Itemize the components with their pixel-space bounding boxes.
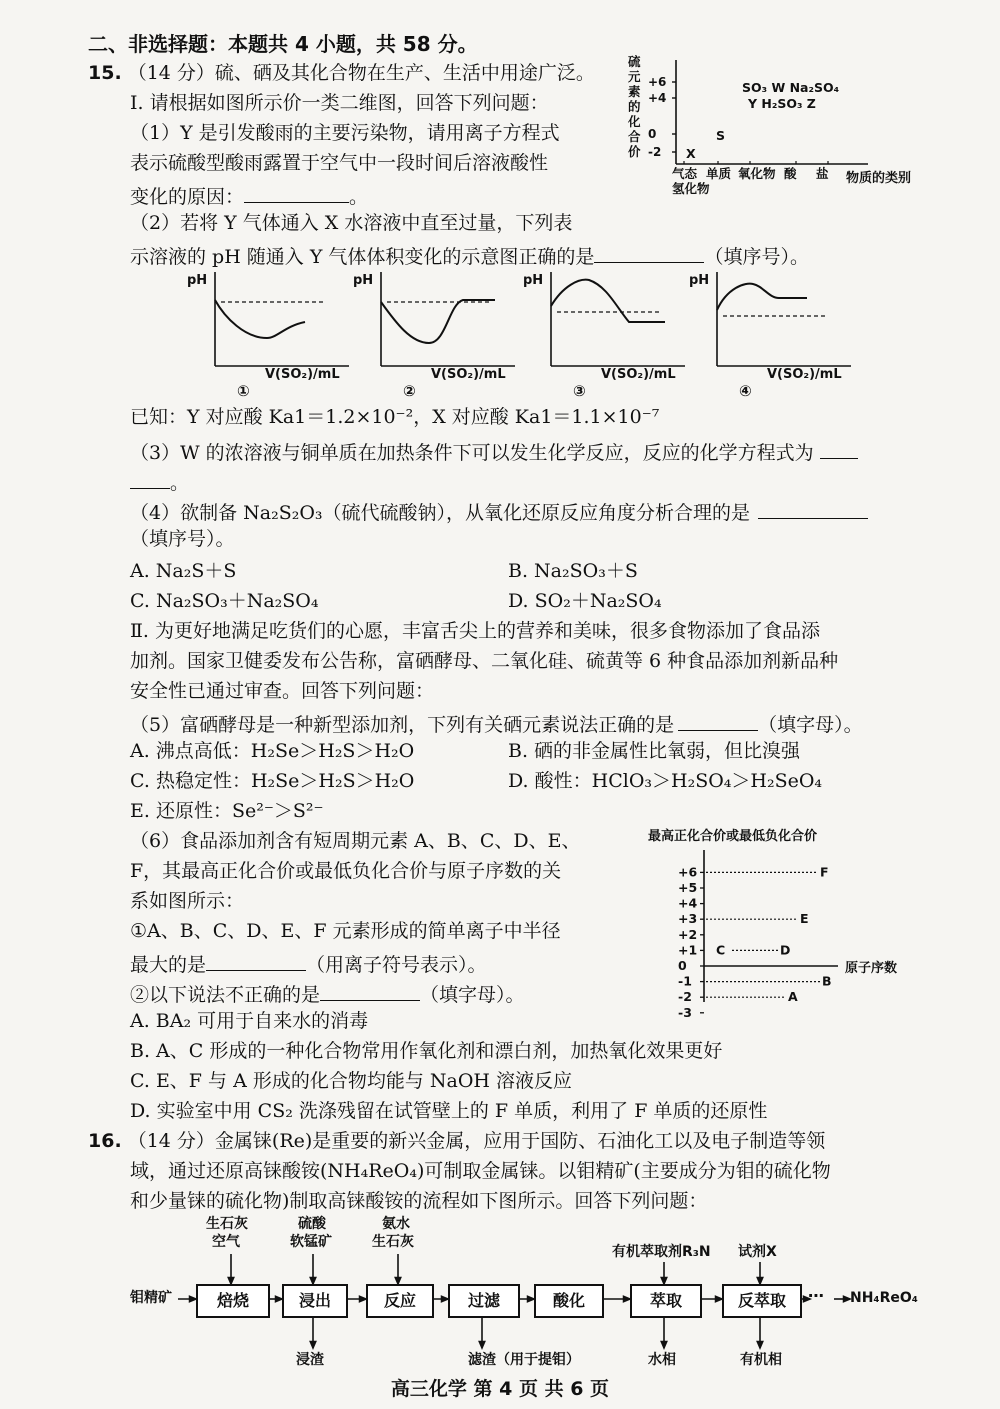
flow-box-strip: 反萃取 [722,1284,802,1318]
q6-line3: 系如图所示： [130,890,245,912]
valence-x-category: 氢化物 [672,181,710,196]
q16-line1 [88,1132,825,1151]
q1-line3-text: 变化的原因： [130,186,245,208]
ph-y-label: pH [187,273,208,288]
valence-point-X: X [686,146,696,161]
q5-option-a[interactable]: A. 沸点高低：H₂Se＞H₂S＞H₂O [130,740,415,762]
part1-title: Ⅰ. 请根据如图所示价一类二维图，回答下列问题： [130,92,549,114]
ph-graph-number: ② [403,382,416,400]
q5-answer-blank[interactable] [678,712,758,731]
q1-answer-blank[interactable] [244,184,349,203]
ph-x-label: V(SO₂)/mL [431,367,506,382]
ph-x-label: V(SO₂)/mL [265,367,340,382]
q4-option-b[interactable]: B. Na₂SO₃＋S [508,560,638,582]
element-y-tick: +2 [678,926,698,942]
ph-curve [381,300,495,343]
flow-input-roast-2: 空气 [212,1234,240,1250]
ph-x-label: V(SO₂)/mL [601,367,676,382]
q4-line2: （填序号）。 [130,528,235,550]
q3-line2 [130,470,189,493]
flow-output-leach: 浸渣 [296,1352,324,1368]
element-x-title: 原子序数 [845,961,898,976]
q6-2-end: （填字母）。 [420,984,525,1006]
flow-input-strip: 试剂X [738,1244,777,1260]
valence-y-tick: 0 [648,127,657,141]
ph-graph-number: ① [237,382,250,400]
valence-point-S: S [716,128,726,143]
valence-y-title-char: 价 [628,144,641,159]
flow-input-roast-1: 生石灰 [206,1216,248,1232]
q6-1-answer-blank[interactable] [206,952,306,971]
flow-input-leach-2: 软锰矿 [290,1234,332,1250]
element-y-tick: 0 [678,958,687,973]
flow-box-extract: 萃取 [630,1284,702,1318]
q16-number: 16. [88,1130,122,1152]
q4-option-d[interactable]: D. SO₂＋Na₂SO₄ [508,590,662,612]
element-point-label: D [780,942,791,958]
flow-input-extract: 有机萃取剂R₃N [612,1244,711,1260]
q6-line2: F，其最高正化合价或最低负化合价与原子序数的关 [130,860,562,882]
flow-box-acidify: 酸化 [534,1284,604,1318]
flow-input-react-2: 生石灰 [372,1234,414,1250]
ph-graphs [185,268,885,400]
valence-x-category: 单质 [706,166,732,181]
q5-option-d[interactable]: D. 酸性：HClO₃＞H₂SO₄＞H₂SeO₄ [508,770,823,792]
q4-answer-blank[interactable] [758,500,868,519]
ph-curve [551,280,665,322]
flow-box-roast: 焙烧 [196,1284,270,1318]
flow-output-filter: 滤渣（用于提钼） [468,1352,580,1368]
element-point-label: A [788,989,798,1005]
ph-y-label: pH [689,273,710,288]
q3-line1-text: （3）W 的浓溶液与铜单质在加热条件下可以发生化学反应，反应的化学方程式为 [130,442,814,464]
q3-answer-blank-b[interactable] [130,470,170,489]
flow-box-filter: 过滤 [448,1284,520,1318]
element-y-tick: +4 [678,895,698,911]
element-point-label: F [820,864,829,880]
q16-line3: 和少量铼的硫化物)制取高铼酸铵的流程如下图所示。回答下列问题： [130,1190,708,1212]
q2-answer-blank[interactable] [594,244,704,263]
q1-line3 [130,184,368,207]
ph-y-label: pH [523,273,544,288]
q2-line1: （2）若将 Y 气体通入 X 水溶液中直至过量，下列表 [130,212,573,234]
q15-intro [88,64,595,83]
element-point-label: E [800,911,809,927]
valence-class-chart [620,52,940,204]
valence-y-title-char: 硫 [628,54,641,69]
flow-arrowhead [479,1342,484,1348]
q5-line1-end: （填字母）。 [758,714,863,736]
flow-dots: ⋯ [808,1286,824,1305]
q4-line1-text: （4）欲制备 Na₂S₂O₃（硫代硫酸钠），从氧化还原反应角度分析合理的是 [130,502,751,524]
valence-row6: SO₃ W Na₂SO₄ [742,80,840,95]
q6-option-c[interactable]: C. E、F 与 A 形成的化合物均能与 NaOH 溶液反应 [130,1070,573,1092]
valence-y-tick: +4 [648,91,667,105]
q2-line2-end: （填序号）。 [704,246,809,268]
q4-option-a[interactable]: A. Na₂S＋S [130,560,237,582]
q6-1-line2-end: （用离子符号表示）。 [306,954,487,976]
flow-box-react: 反应 [366,1284,434,1318]
q4-option-c[interactable]: C. Na₂SO₃＋Na₂SO₄ [130,590,319,612]
q6-2-answer-blank[interactable] [320,982,420,1001]
ph-curve [717,284,807,310]
element-y-tick: -2 [678,989,692,1005]
q16-line2: 域，通过还原高铼酸铵(NH₄ReO₄)可制取金属铼。以钼精矿(主要成分为钼的硫化物 [130,1160,831,1182]
q6-2-line [130,982,525,1005]
known-ka: 已知：Y 对应酸 Ka1＝1.2×10⁻²，X 对应酸 Ka1＝1.1×10⁻⁷ [130,406,660,428]
q6-1-line1: ①A、B、C、D、E、F 元素形成的简单离子中半径 [130,920,561,942]
ph-x-label: V(SO₂)/mL [767,367,842,382]
ph-graph-2 [353,272,515,400]
q6-1-line2 [130,952,487,975]
q2-line2 [130,244,809,267]
ph-graph-3 [523,272,685,400]
q16-line1-text: （14 分）金属铼(Re)是重要的新兴金属，应用于国防、石油化工以及电子制造等领 [127,1130,826,1152]
q1-line3-end: 。 [349,186,369,208]
valence-row4: Y H₂SO₃ Z [748,96,816,111]
element-y-tick: -3 [678,1004,692,1020]
valence-x-category: 酸 [784,166,797,181]
q5-line1 [130,712,863,735]
q6-option-a[interactable]: A. BA₂ 可用于自来水的消毒 [130,1010,369,1032]
element-y-tick: +5 [678,880,698,895]
q5-option-b[interactable]: B. 硒的非金属性比氧弱，但比溴强 [508,740,801,762]
ph-graph-1 [187,272,349,400]
flow-arrowhead [310,1342,315,1348]
part2-line2: 加剂。国家卫健委发布公告称，富硒酵母、二氧化硅、硫黄等 6 种食品添加剂新品种 [130,650,839,672]
q6-option-b[interactable]: B. A、C 形成的一种化合物常用作氧化剂和漂白剂，加热氧化效果更好 [130,1040,723,1062]
q15-intro-text: （14 分）硫、硒及其化合物在生产、生活中用途广泛。 [127,62,595,84]
valence-y-tick: -2 [648,145,662,159]
part2-line1: Ⅱ. 为更好地满足吃货们的心愿，丰富舌尖上的营养和美味，很多食物添加了食品添 [130,620,820,642]
flow-chart [0,1214,1000,1374]
q6-1-line2-text: 最大的是 [130,954,207,976]
valence-x-title: 物质的类别 [846,171,912,186]
ph-graph-number: ④ [739,382,752,400]
element-y-tick: -1 [678,973,692,989]
q1-line2: 表示硫酸型酸雨露置于空气中一段时间后溶液酸性 [130,152,549,174]
ph-graph-4 [689,272,851,400]
flow-input-react-1: 氨水 [382,1216,410,1232]
element-valence-chart [640,826,940,1020]
valence-y-title-char: 合 [628,129,641,144]
element-y-tick: +6 [678,864,698,880]
valence-y-title-char: 元 [628,69,641,84]
valence-y-title-char: 化 [628,114,641,129]
flow-box-leach: 浸出 [282,1284,348,1318]
valence-y-tick: +6 [648,75,667,89]
q3-answer-blank-a[interactable] [820,440,858,459]
element-chart-title: 最高正化合价或最低负化合价 [648,829,818,844]
element-point-label: B [822,973,832,989]
q5-line1-text: （5）富硒酵母是一种新型添加剂，下列有关硒元素说法正确的是 [130,714,675,736]
part2-line3: 安全性已通过审查。回答下列问题： [130,680,435,702]
q6-line1: （6）食品添加剂含有短周期元素 A、B、C、D、E、 [130,830,581,852]
q1-line1: （1）Y 是引发酸雨的主要污染物，请用离子方程式 [130,122,560,144]
valence-x-category: 气态 [672,166,698,181]
page-footer: 高三化学 第 4 页 共 6 页 [390,1378,610,1400]
valence-x-category: 氧化物 [738,166,776,181]
flow-input-leach-1: 硫酸 [298,1216,326,1232]
element-y-tick: +1 [678,942,698,958]
q2-line2-text: 示溶液的 pH 随通入 Y 气体体积变化的示意图正确的是 [130,246,595,268]
q5-option-c[interactable]: C. 热稳定性：H₂Se＞H₂S＞H₂O [130,770,415,792]
valence-x-category: 盐 [816,166,829,181]
q5-option-e[interactable]: E. 还原性：Se²⁻＞S²⁻ [130,800,324,822]
valence-y-title-char: 素 [628,84,641,99]
q4-line1 [130,500,868,523]
flow-end: NH₄ReO₄ [850,1290,918,1306]
ph-graph-number: ③ [573,382,586,400]
flow-output-extract: 水相 [648,1352,676,1368]
q6-option-d[interactable]: D. 实验室中用 CS₂ 洗涤残留在试管壁上的 F 单质，利用了 F 单质的还原性 [130,1100,768,1122]
flow-arrowhead [661,1342,666,1348]
valence-y-title-char: 的 [628,99,641,114]
flow-arrowhead [757,1342,762,1348]
section-header: 二、非选择题：本题共 4 小题，共 58 分。 [88,32,478,56]
q15-number: 15. [88,62,122,84]
q3-line1 [130,440,858,463]
element-y-tick: +3 [678,911,698,927]
q6-2-text: ②以下说法不正确的是 [130,984,321,1006]
flow-start: 钼精矿 [130,1290,172,1306]
element-point-label: C [716,942,726,958]
flow-output-strip: 有机相 [740,1352,782,1368]
q3-line2-end: 。 [170,472,190,494]
ph-y-label: pH [353,273,374,288]
ph-curve [215,300,305,338]
